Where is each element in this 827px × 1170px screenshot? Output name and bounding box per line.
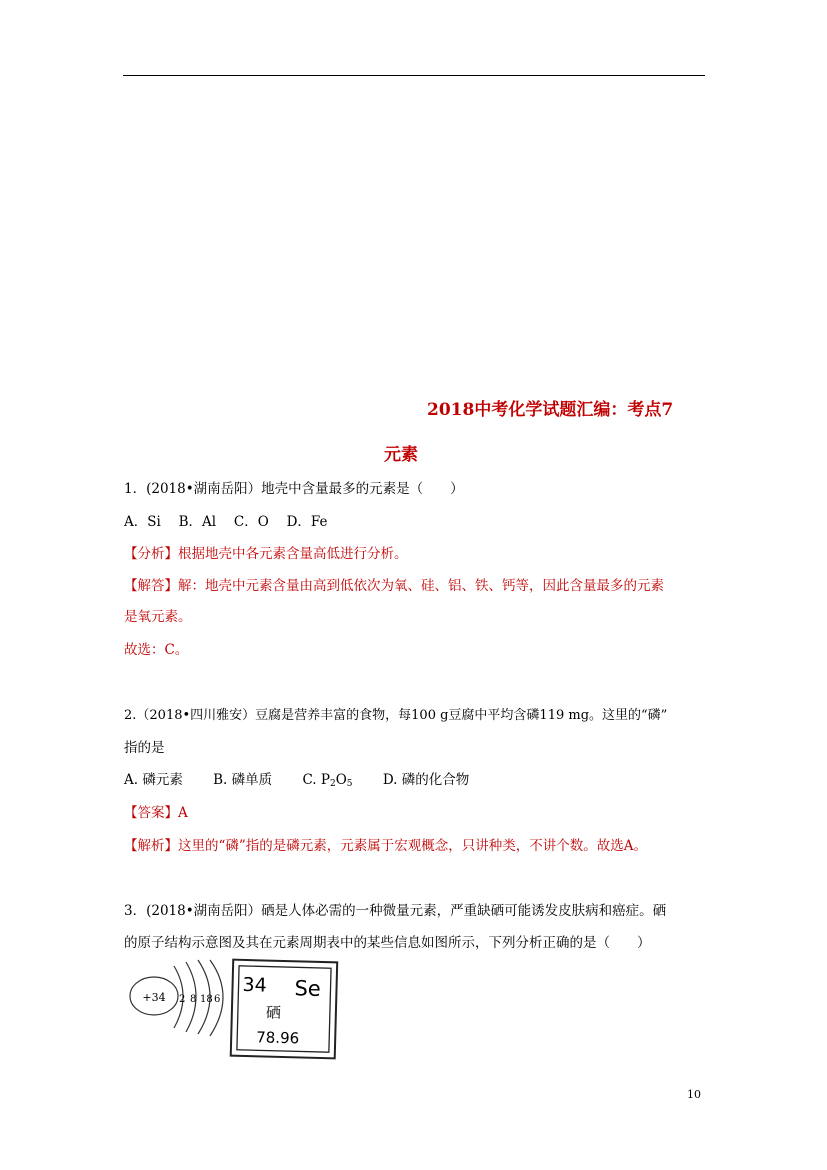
page-title: 2018中考化学试题汇编：考点7 <box>427 400 674 420</box>
element-symbol: Se <box>294 976 322 1001</box>
q2-option-c: C. $P_2O_5$ <box>302 772 353 789</box>
shell-1-count: 2 <box>179 994 186 1005</box>
q2-answer: 【答案】A <box>124 805 188 821</box>
q2-option-d: D. 磷的化合物 <box>382 772 470 788</box>
atomic-mass: 78.96 <box>255 1028 300 1048</box>
q2-option-b: B. 磷单质 <box>213 772 273 788</box>
atomic-structure-diagram <box>130 960 223 1036</box>
periodic-table-cell <box>231 960 337 1059</box>
atomic-number: 34 <box>242 973 268 997</box>
q3-stem-line1: 3．(2018•湖南岳阳）硒是人体必需的一种微量元素，严重缺硒可能诱发皮肤病和癌症。硒 <box>124 903 667 919</box>
q1-answer-line2: 是氧元素。 <box>124 609 192 625</box>
header-rule <box>123 75 705 76</box>
q1-choice: 故选：C。 <box>124 642 189 658</box>
q1-analysis: 【分析】根据地壳中各元素含量高低进行分析。 <box>124 546 408 562</box>
q1-options: A．Si B．Al C．O D．Fe <box>124 514 328 530</box>
q2-options <box>124 768 469 789</box>
q2-stem-line1: 2.（2018•四川雅安）豆腐是营养丰富的食物，每100 g豆腐中平均含磷119 mg。这里的“磷” <box>124 708 668 723</box>
q2-option-a: A. 磷元素 <box>124 772 183 788</box>
q2-explanation: 【解析】这里的“磷”指的是磷元素，元素属于宏观概念，只讲种类，不讲个数。故选A。 <box>124 838 648 854</box>
q1-stem: 1．(2018•湖南岳阳）地壳中含量最多的元素是（ ） <box>124 481 464 497</box>
q3-stem-line2: 的原子结构示意图及其在元素周期表中的某些信息如图所示，下列分析正确的是（ ） <box>124 935 651 951</box>
page-number: 10 <box>687 1088 701 1101</box>
q1-answer-line1: 【解答】解：地壳中元素含量由高到低依次为氧、硅、铝、铁、钙等，因此含量最多的元素 <box>124 578 664 594</box>
selenium-figure <box>124 958 344 1063</box>
nucleus-charge: +34 <box>142 991 166 1004</box>
shell-3-count: 18 <box>200 994 213 1005</box>
shell-2-count: 8 <box>190 994 197 1005</box>
page-subtitle: 元素 <box>384 445 418 465</box>
q2-stem-line2: 指的是 <box>124 740 165 756</box>
shell-4-count: 6 <box>214 994 221 1005</box>
element-name: 硒 <box>265 1003 282 1022</box>
